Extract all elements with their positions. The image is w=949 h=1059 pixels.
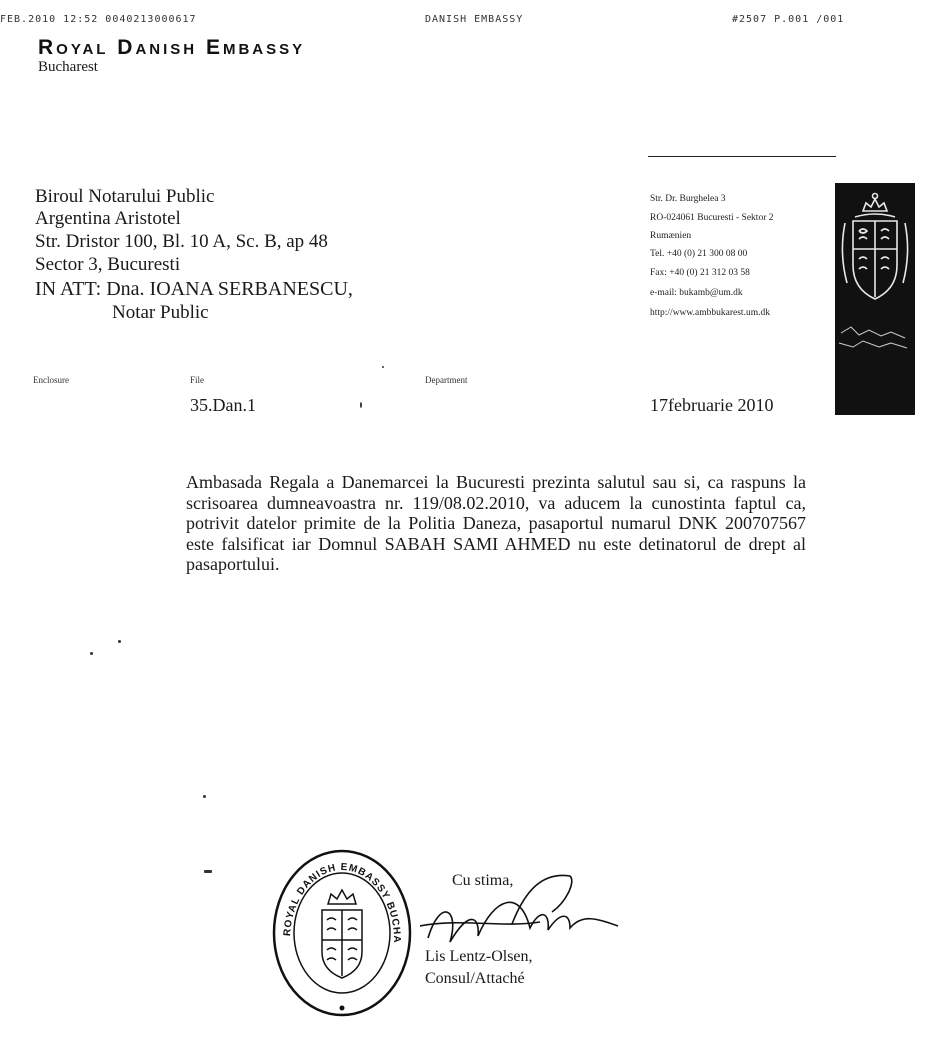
recipient-line: Str. Dristor 100, Bl. 10 A, Sc. B, ap 48 — [35, 231, 328, 252]
fax-header-left: FEB.2010 12:52 0040213000617 — [0, 14, 197, 25]
recipient-line: IN ATT: Dna. IOANA SERBANESCU, — [35, 278, 353, 300]
letter-date: 17februarie 2010 — [650, 395, 774, 415]
recipient-line: Sector 3, Bucuresti — [35, 254, 181, 275]
recipient-line: Biroul Notarului Public — [35, 186, 215, 207]
contact-line: http://www.ambbukarest.um.dk — [650, 308, 770, 318]
fax-header-right: #2507 P.001 /001 — [732, 14, 845, 25]
department-label: Department — [425, 375, 468, 385]
file-value: 35.Dan.1 — [190, 395, 256, 415]
embassy-city: Bucharest — [38, 59, 98, 75]
letter-body — [186, 472, 806, 575]
contact-line: Str. Dr. Burghelea 3 — [650, 194, 726, 204]
scan-speck — [204, 870, 212, 873]
recipient-title: Notar Public — [112, 302, 209, 323]
seal-text: ROYAL DANISH EMBASSY BUCHA — [282, 861, 403, 944]
signatory-position: Consul/Attaché — [425, 970, 525, 987]
scan-speck — [90, 652, 93, 655]
contact-line: Rumænien — [650, 231, 692, 241]
royal-crest-icon — [835, 183, 915, 415]
contact-rule — [648, 156, 836, 157]
scan-speck — [118, 640, 121, 643]
closing-greeting: Cu stima, — [452, 872, 514, 889]
contact-line: Tel. +40 (0) 21 300 08 00 — [650, 249, 748, 259]
fax-header-center: DANISH EMBASSY — [425, 14, 524, 25]
scan-speck — [203, 795, 206, 798]
enclosure-label: Enclosure — [33, 375, 69, 385]
file-label: File — [190, 375, 205, 385]
body-paragraph: Ambasada Regala a Danemarcei la Bucuresti prezinta salutul sau si, ca raspuns la scrisoarea dumneavoastra nr. 119/08.02.2010, va aducem la cunostinta faptul ca, potrivit datelor primite de la Politia Daneza, pasaportul numarul DNK 200707567 este falsificat iar Domnul SABAH SAMI AHMED nu este detinatorul de drept al pasaportului. — [186, 472, 806, 574]
contact-line: e-mail: bukamb@um.dk — [650, 288, 743, 298]
signatory-name: Lis Lentz-Olsen, — [425, 948, 533, 965]
contact-line: Fax: +40 (0) 21 312 03 58 — [650, 268, 750, 278]
recipient-line: Argentina Aristotel — [35, 208, 181, 229]
contact-line: RO-024061 Bucuresti - Sektor 2 — [650, 213, 774, 223]
embassy-seal-icon — [270, 848, 414, 1018]
scan-speck — [382, 366, 384, 368]
embassy-title: Royal Danish Embassy — [38, 36, 306, 59]
scan-speck — [360, 402, 362, 408]
